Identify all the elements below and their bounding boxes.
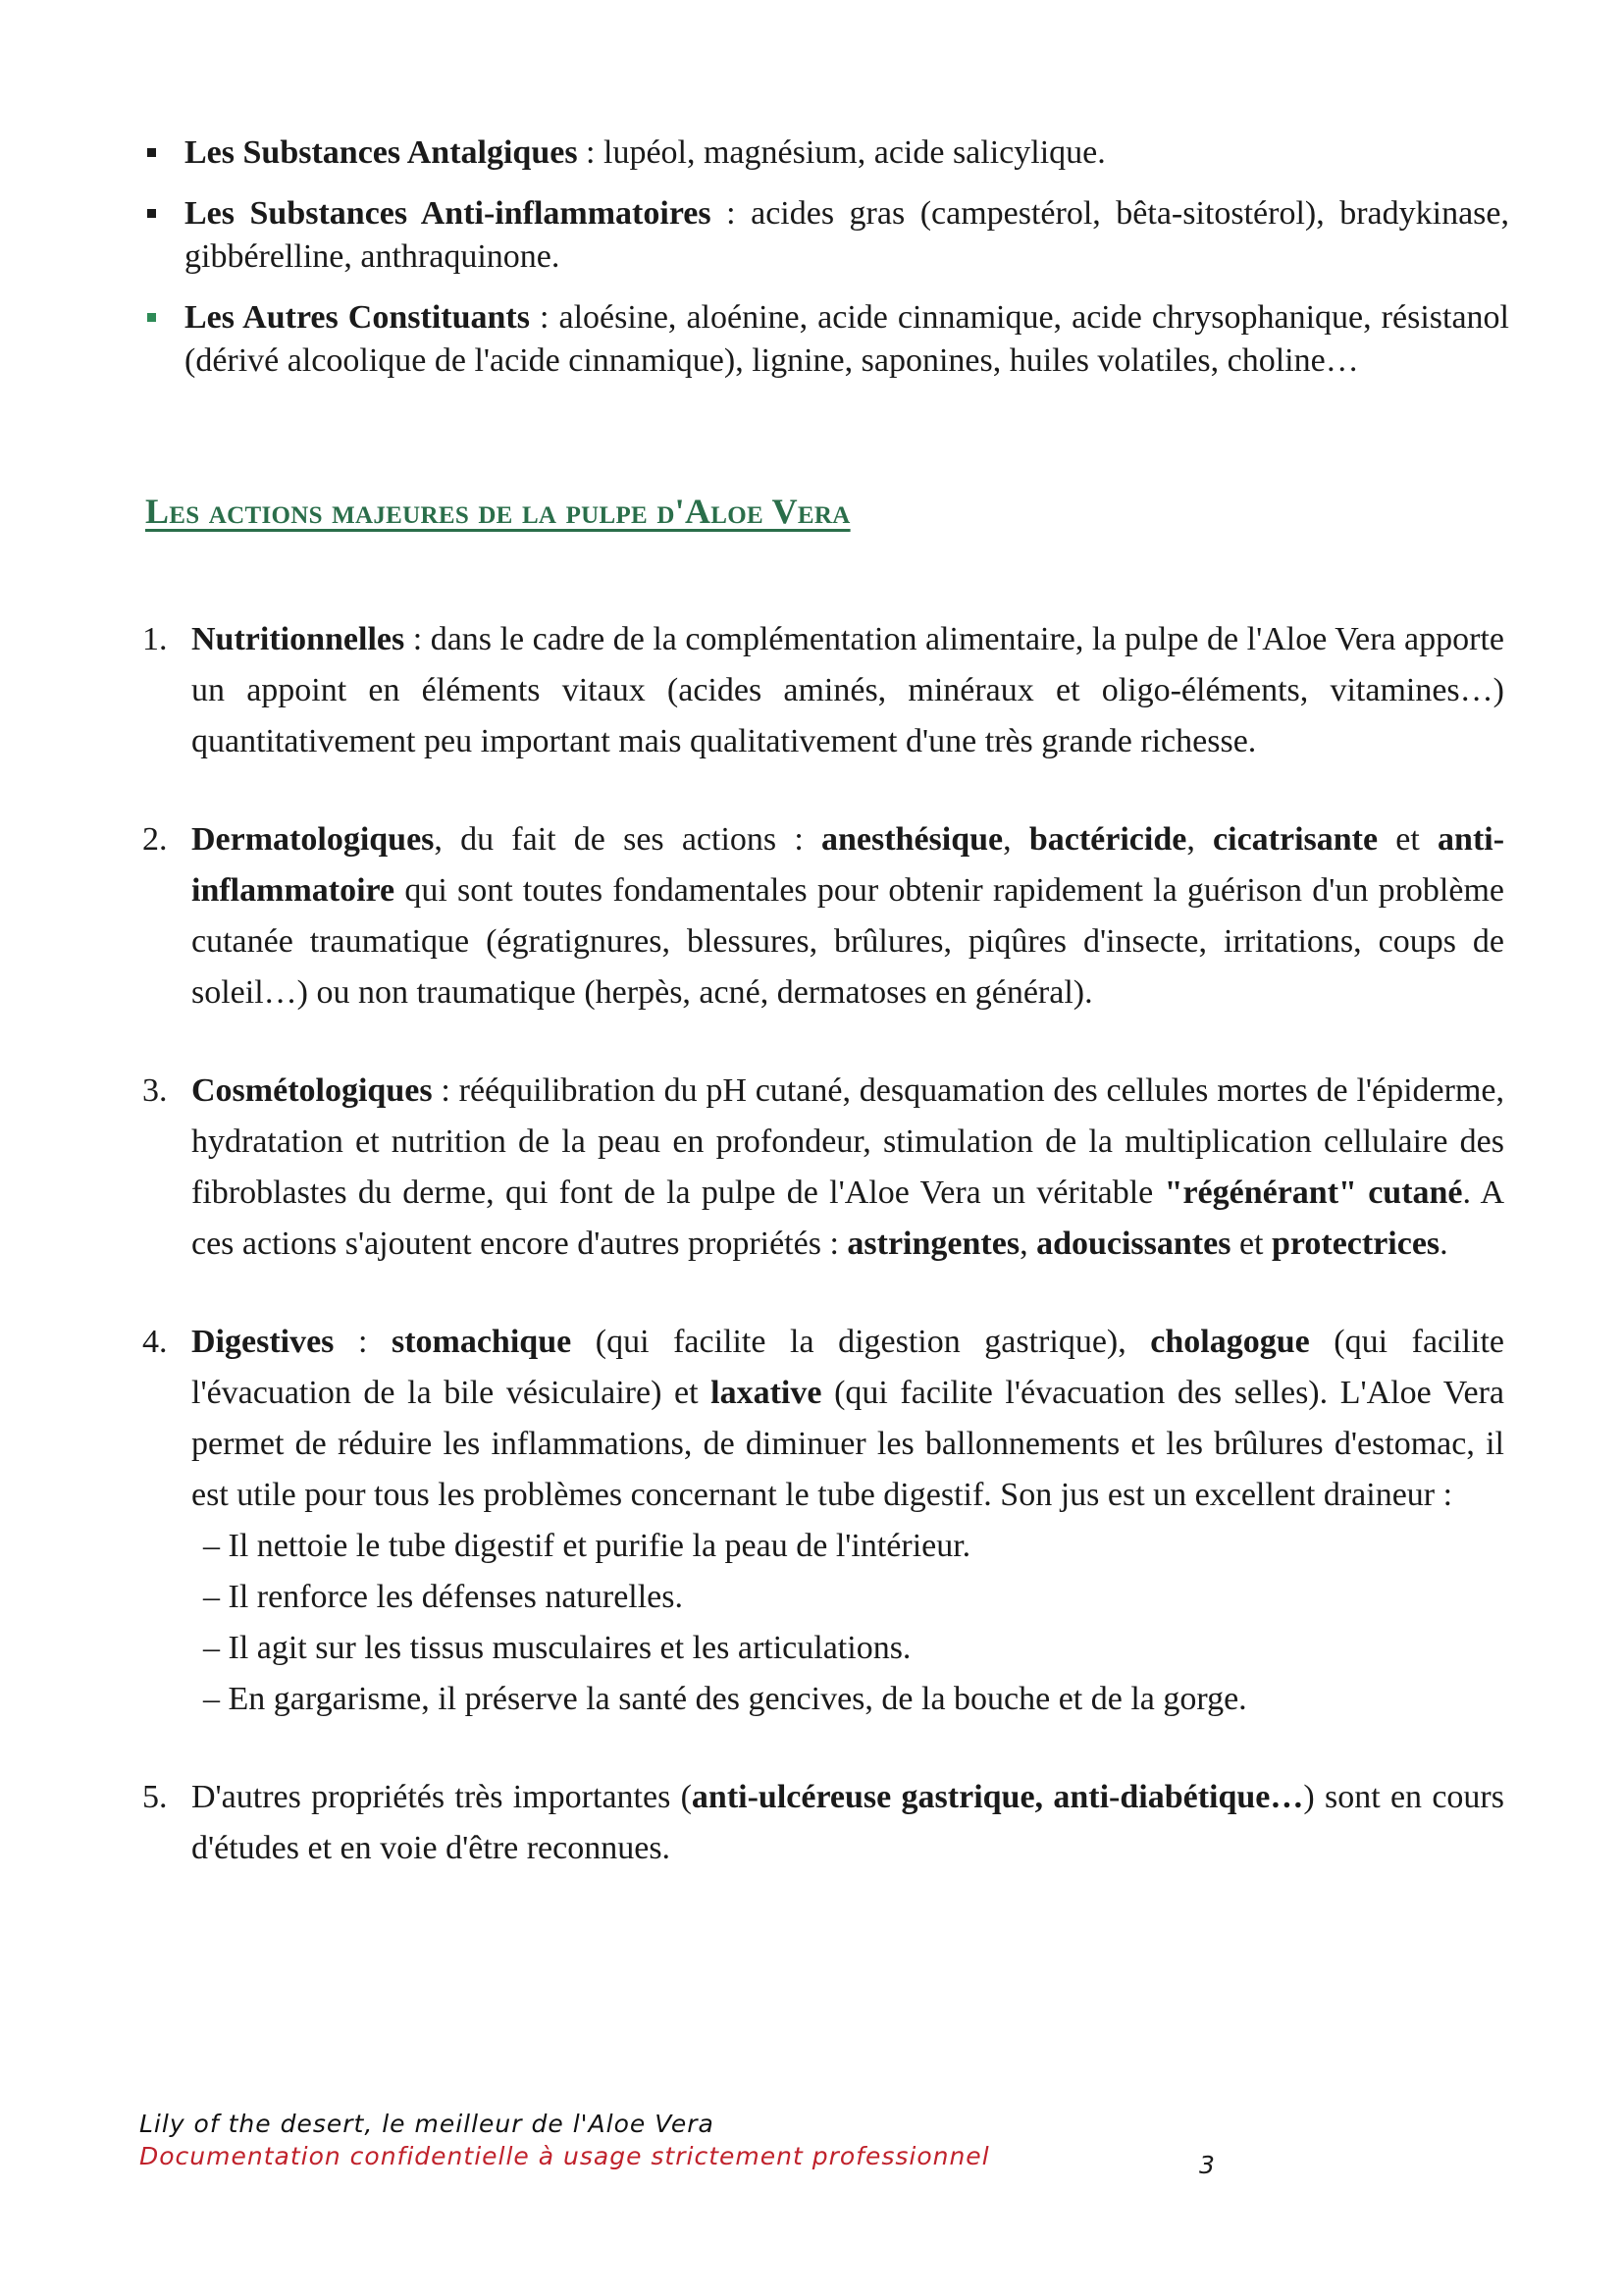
emphasis: cicatrisante	[1213, 821, 1379, 858]
actions-list	[142, 614, 1504, 1921]
emphasis: astringentes	[847, 1226, 1021, 1262]
item-title: Cosmétologiques	[191, 1072, 433, 1109]
item-title: Dermatologiques	[191, 821, 435, 858]
numbered-item-cosmetological	[142, 1066, 1504, 1270]
item-text: . A ces actions s'ajoutent encore d'autres propriétés :	[191, 1174, 1504, 1262]
item-text: (qui facilite la digestion gastrique),	[571, 1324, 1151, 1360]
emphasis: cholagogue	[1150, 1324, 1310, 1360]
numbered-item-dermatological	[142, 814, 1504, 1018]
emphasis: laxative	[710, 1375, 822, 1411]
item-number: 5.	[142, 1779, 168, 1815]
item-text: .	[1440, 1226, 1448, 1262]
numbered-item-digestive	[142, 1317, 1504, 1725]
item-title: Les Autres Constituants	[184, 299, 530, 336]
item-text: (qui facilite l'évacuation des selles). L'Aloe Vera permet de réduire les inflammations, de diminuer les ballonnements et les brûlures d'estomac, il est utile pour tous les problèmes concernant le tube digestif. Son jus est un excellent draineur :	[191, 1375, 1504, 1513]
item-number: 3.	[142, 1072, 168, 1109]
list-item	[147, 192, 1509, 279]
item-text: D'autres propriétés très importantes (	[191, 1779, 692, 1815]
list-item	[147, 131, 1509, 175]
emphasis: adoucissantes	[1036, 1226, 1231, 1262]
item-text: : rééquilibration du pH cutané, desquamation des cellules mortes de l'épiderme, hydratation et nutrition de la peau en profondeur, stimulation de la multiplication cellulaire des fibroblastes du derme, qui font de la pulpe de l'Aloe Vera un véritable	[191, 1072, 1504, 1211]
item-text: , du fait de ses actions :	[434, 821, 821, 858]
item-text: qui sont toutes fondamentales pour obtenir rapidement la guérison d'un problème cutanée traumatique (égratignures, blessures, brûlures, piqûres d'insecte, irritations, coups de soleil…) ou non traumatique (herpès, acné, dermatoses en général).	[191, 872, 1504, 1011]
item-title: Digestives	[191, 1324, 335, 1360]
sublist-item: – Il agit sur les tissus musculaires et les articulations.	[203, 1630, 912, 1666]
square-bullet-icon	[147, 148, 156, 157]
numbered-item-other	[142, 1772, 1504, 1874]
item-number: 1.	[142, 621, 168, 657]
item-number: 4.	[142, 1324, 168, 1360]
emphasis: bactéricide	[1028, 821, 1187, 858]
emphasis: anti-inflammatoire	[191, 821, 1505, 909]
item-text: : acides gras (campestérol, bêta-sitostérol), bradykinase, gibbérelline, anthraquinone.	[184, 195, 1510, 275]
constituents-list	[147, 131, 1509, 400]
section-heading: Les actions majeures de la pulpe d'Aloe Vera	[145, 492, 851, 531]
draineur-sublist	[191, 1521, 1504, 1725]
item-text: ,	[1020, 1226, 1037, 1262]
item-text: et	[1230, 1226, 1272, 1262]
list-item	[147, 296, 1509, 383]
item-text: ) sont en cours d'études et en voie d'être reconnues.	[191, 1779, 1504, 1866]
item-text: (qui facilite l'évacuation de la bile vésiculaire) et	[191, 1324, 1504, 1411]
item-text: et	[1378, 821, 1439, 858]
item-text: :	[334, 1324, 392, 1360]
item-text: : dans le cadre de la complémentation alimentaire, la pulpe de l'Aloe Vera apporte un appoint en éléments vitaux (acides aminés, minéraux et oligo-éléments, vitamines…) quantitativement peu important mais qualitativement d'une très grande richesse.	[191, 621, 1504, 759]
item-text: : aloésine, aloénine, acide cinnamique, acide chrysophanique, résistanol (dérivé alcoolique de l'acide cinnamique), lignine, saponines, huiles volatiles, choline…	[184, 299, 1509, 379]
item-title: Les Substances Antalgiques	[184, 134, 578, 171]
sublist-item: – En gargarisme, il préserve la santé des gencives, de la bouche et de la gorge.	[203, 1681, 1247, 1717]
square-bullet-icon	[147, 313, 156, 322]
emphasis: anti-ulcéreuse gastrique, anti-diabétique…	[691, 1779, 1304, 1815]
page-footer	[139, 2110, 1238, 2170]
emphasis: stomachique	[391, 1324, 572, 1360]
item-title: Les Substances Anti-inflammatoires	[184, 195, 711, 232]
item-text: ,	[1003, 821, 1029, 858]
square-bullet-icon	[147, 209, 156, 218]
page-number: 3	[1199, 2151, 1215, 2179]
emphasis: "régénérant" cutané	[1164, 1174, 1463, 1211]
item-title: Nutritionnelles	[191, 621, 405, 657]
item-text: ,	[1186, 821, 1214, 858]
numbered-item-nutritional	[142, 614, 1504, 767]
emphasis: protectrices	[1271, 1226, 1440, 1262]
item-number: 2.	[142, 821, 168, 858]
footer-brand: Lily of the desert, le meilleur de l'Aloe Vera	[139, 2110, 714, 2138]
sublist-item: – Il renforce les défenses naturelles.	[203, 1579, 683, 1615]
emphasis: anesthésique	[821, 821, 1004, 858]
footer-confidential: Documentation confidentielle à usage strictement professionnel	[139, 2142, 990, 2170]
item-text: : lupéol, magnésium, acide salicylique.	[577, 134, 1106, 171]
sublist-item: – Il nettoie le tube digestif et purifie la peau de l'intérieur.	[203, 1528, 971, 1564]
